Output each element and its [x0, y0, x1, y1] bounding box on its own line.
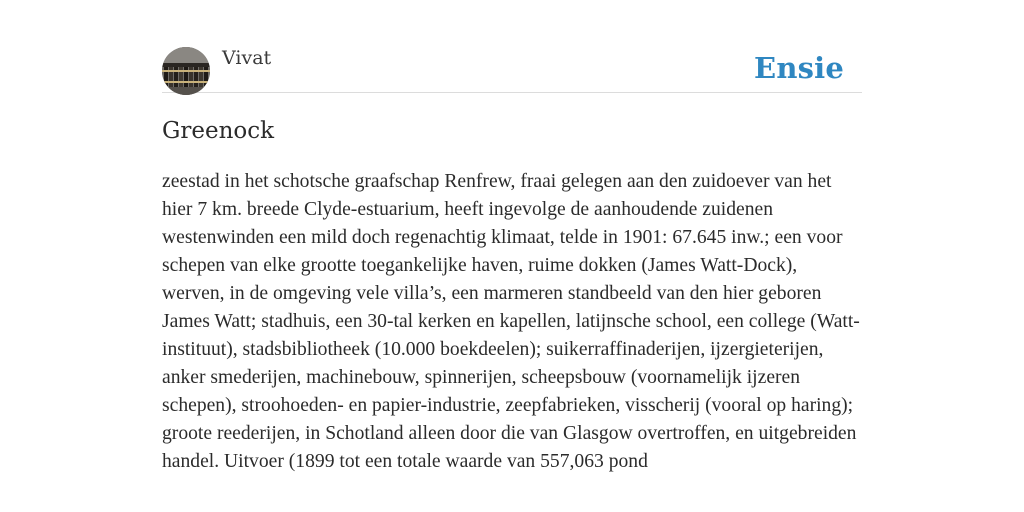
- article-page: [162, 0, 862, 512]
- book-spines-icon: [162, 47, 210, 95]
- article-body: zeestad in het schotsche graafschap Renfrew, fraai gelegen aan den zuidoever van het hier 7 km. breede Clyde-estuarium, heeft ingevolge de aanhoudende zuidenen westenwinden een mild doch regenachtig klimaat, telde in 1901: 67.645 inw.; een voor schepen van elke grootte toegankelijke haven, ruime dokken (James Watt-Dock), werven, in de omgeving vele villa’s, een marmeren standbeeld van den hier geboren James Watt; stadhuis, een 30-tal kerken en kapellen, latijnsche school, een college (Watt-instituut), stadsbibliotheek (10.000 boekdeelen); suikerraffinaderijen, ijzergieterijen, anker smederijen, machinebouw, spinnerijen, scheepsbouw (voornamelijk ijzeren schepen), stroohoeden- en papier-industrie, zeepfabrieken, visscherij (vooral op haring); groote reederijen, in Schotland alleen door die van Glasgow overtroffen, en uitgebreiden handel. Uitvoer (1899 tot een totale waarde van 557,063 pond: [162, 171, 860, 472]
- article-title: Greenock: [162, 118, 275, 144]
- article-header: [162, 0, 862, 93]
- source-avatar[interactable]: [162, 47, 210, 95]
- brand-logo[interactable]: Ensie: [754, 51, 844, 85]
- source-name[interactable]: Vivat: [222, 47, 272, 69]
